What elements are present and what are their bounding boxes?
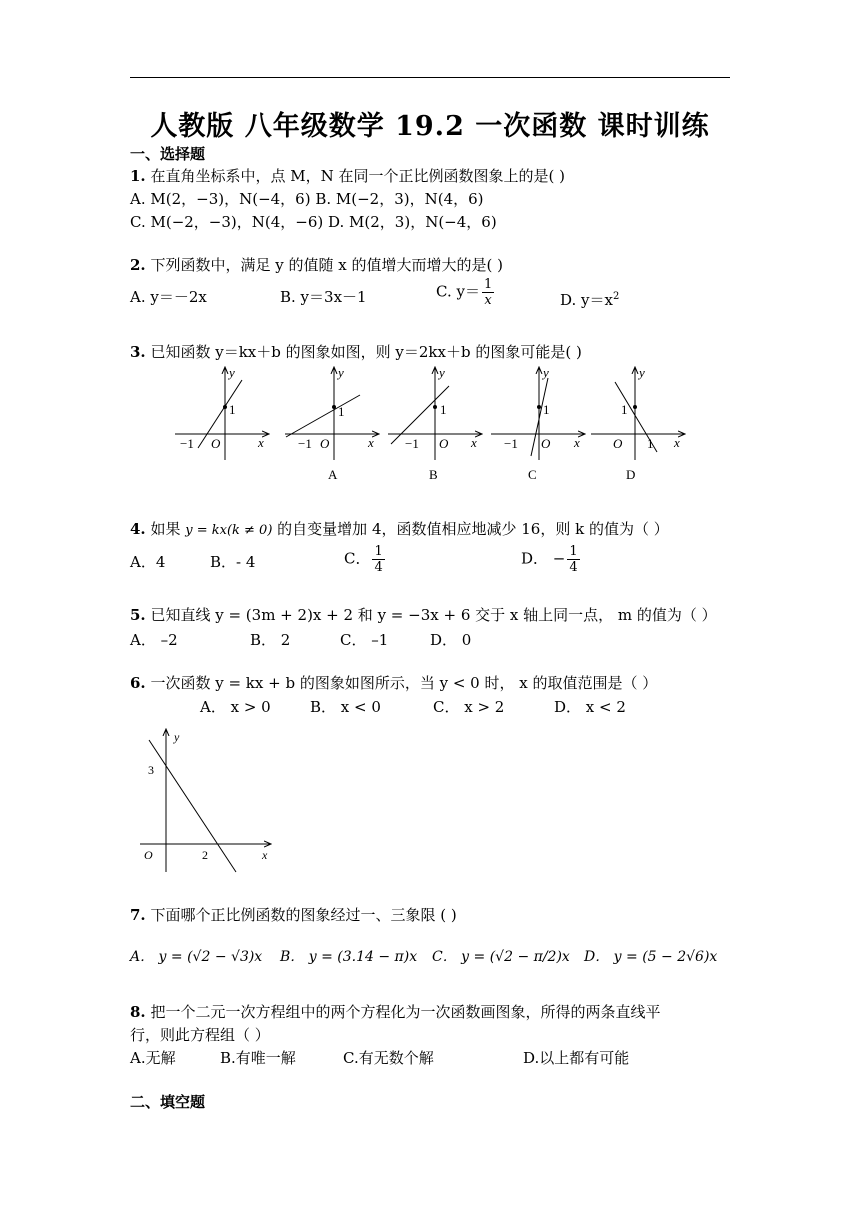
option-d: D.以上都有可能	[523, 1049, 630, 1067]
svg-text:B: B	[429, 467, 438, 482]
svg-text:2: 2	[202, 848, 208, 862]
option-b: B． y = (3.14 − π)x	[280, 949, 418, 965]
question-1-options-cd: C. M(−2，−3)，N(4，−6) D. M(2，3)，N(−4，6)	[130, 213, 497, 231]
question-2	[130, 255, 503, 275]
option-a: A.无解	[130, 1049, 176, 1067]
question-number: 8.	[130, 1003, 146, 1021]
svg-text:−1: −1	[504, 436, 518, 451]
question-text: 把一个二元一次方程组中的两个方程化为一次函数画图象，所得的两条直线平	[150, 1003, 661, 1021]
question-text: 在直角坐标系中，点 M，N 在同一个正比例函数图象上的是( )	[150, 167, 565, 185]
svg-text:A: A	[328, 467, 338, 482]
option-a: A． x > 0	[200, 698, 271, 716]
svg-text:O: O	[211, 436, 221, 451]
option-c: C． $\frac{1}{4}$	[344, 544, 383, 575]
header-rule	[130, 77, 730, 78]
graph-given	[175, 365, 268, 460]
svg-text:C: C	[528, 467, 537, 482]
option-b: B.有唯一解	[220, 1049, 296, 1067]
option-b: B． x < 0	[310, 698, 381, 716]
svg-text:O: O	[439, 436, 449, 451]
q3-graphs	[170, 362, 690, 487]
svg-text:y: y	[174, 730, 180, 744]
fraction: $\frac{1}{4}$	[569, 544, 578, 575]
question-number: 5.	[130, 606, 146, 624]
svg-text:O: O	[320, 436, 330, 451]
svg-text:x: x	[471, 435, 477, 450]
question-4: 4. 如果 y = kx(k ≠ 0) 的自变量增加 4，函数值相应地减少 16，则 k 的值为（ ）	[130, 520, 669, 538]
svg-text:x: x	[368, 435, 374, 450]
page-title: 人教版 八年级数学 19.2 一次函数 课时训练	[150, 111, 710, 142]
svg-text:y: y	[338, 365, 344, 380]
question-number: 6.	[130, 674, 146, 692]
svg-text:x: x	[674, 435, 680, 450]
question-3	[130, 342, 582, 362]
option-b: B．- 4	[210, 553, 256, 571]
option-c: C． –1	[340, 631, 389, 649]
question-8	[130, 1002, 660, 1022]
svg-text:1: 1	[543, 402, 550, 417]
question-number: 1.	[130, 167, 146, 185]
svg-text:x: x	[574, 435, 580, 450]
svg-text:y: y	[229, 365, 235, 380]
option-c: C． y = (√2 − π/2)x	[432, 949, 570, 965]
question-number: 3.	[130, 343, 146, 361]
question-1-options-ab: A. M(2，−3)，N(−4，6) B. M(−2，3)，N(4，6)	[130, 190, 484, 208]
question-number: 7.	[130, 906, 146, 924]
svg-text:−1: −1	[298, 436, 312, 451]
graph-d	[591, 365, 684, 482]
svg-text:1: 1	[338, 404, 345, 419]
question-2-options	[130, 277, 730, 321]
svg-text:y: y	[543, 365, 549, 380]
option-c: C. y＝ $\frac{1}{x}$	[436, 277, 493, 308]
svg-text:x: x	[258, 435, 264, 450]
question-6	[130, 673, 657, 693]
fraction: $\frac{1}{x}$	[483, 277, 493, 308]
question-8-line2: 行，则此方程组（ ）	[130, 1026, 270, 1044]
question-7	[130, 905, 457, 925]
svg-text:3: 3	[148, 763, 154, 777]
svg-text:1: 1	[440, 402, 447, 417]
svg-text:−1: −1	[405, 436, 419, 451]
question-text: 已知函数 y＝kx＋b 的图象如图，则 y＝2kx＋b 的图象可能是( )	[150, 343, 582, 361]
svg-text:y: y	[439, 365, 445, 380]
question-7-options	[130, 947, 730, 967]
option-a: A． y = (√2 − √3)x	[130, 949, 263, 965]
option-d: D． y = (5 − 2√6)x	[584, 949, 718, 965]
graph-b	[388, 365, 481, 482]
svg-text:1: 1	[647, 436, 654, 451]
math-expression: y = kx(k ≠ 0)	[185, 523, 273, 538]
option-a: A． –2	[130, 631, 178, 649]
svg-text:1: 1	[621, 402, 628, 417]
svg-text:x: x	[262, 848, 268, 862]
question-text: 已知直线 y = (3m + 2)x + 2 和 y = −3x + 6 交于 x 轴上同一点， m 的值为（ ）	[150, 606, 717, 624]
svg-text:O: O	[541, 436, 551, 451]
option-d: D. $y=x^2$	[560, 291, 620, 309]
svg-text:−1: −1	[180, 436, 194, 451]
svg-text:y: y	[639, 365, 645, 380]
option-a: A．4	[130, 553, 166, 571]
option-c: C.有无数个解	[343, 1049, 434, 1067]
question-number: 2.	[130, 256, 146, 274]
option-b: B. y＝3x－1	[280, 288, 367, 306]
option-a: A. y＝－2x	[130, 288, 207, 306]
question-text: 一次函数 y = kx + b 的图象如图所示，当 y < 0 时， x 的取值范围是（ ）	[150, 674, 658, 692]
option-d: D． − $\frac{1}{4}$	[521, 544, 578, 575]
option-c: C． x > 2	[433, 698, 505, 716]
question-4-options	[130, 544, 730, 584]
question-number: 4.	[130, 520, 146, 538]
question-text: 下列函数中，满足 y 的值随 x 的值增大而增大的是( )	[150, 256, 503, 274]
question-5-options	[130, 630, 730, 650]
q6-graph	[138, 726, 278, 876]
question-text: 下面哪个正比例函数的图象经过一、三象限 ( )	[150, 906, 457, 924]
question-1	[130, 166, 565, 186]
svg-text:D: D	[626, 467, 636, 482]
question-6-options	[130, 697, 730, 717]
graph-c	[491, 365, 584, 482]
option-d: D． 0	[430, 631, 472, 649]
svg-text:1: 1	[229, 402, 236, 417]
svg-text:O: O	[144, 848, 153, 862]
graph-a	[285, 365, 378, 482]
section-heading-choice: 一、选择题	[130, 145, 206, 163]
option-d: D． x < 2	[554, 698, 626, 716]
question-5	[130, 605, 717, 625]
section-heading-fill: 二、填空题	[130, 1093, 206, 1111]
option-b: B． 2	[250, 631, 291, 649]
fraction: $\frac{1}{4}$	[374, 544, 383, 575]
question-8-options	[130, 1048, 730, 1068]
svg-text:O: O	[613, 436, 623, 451]
